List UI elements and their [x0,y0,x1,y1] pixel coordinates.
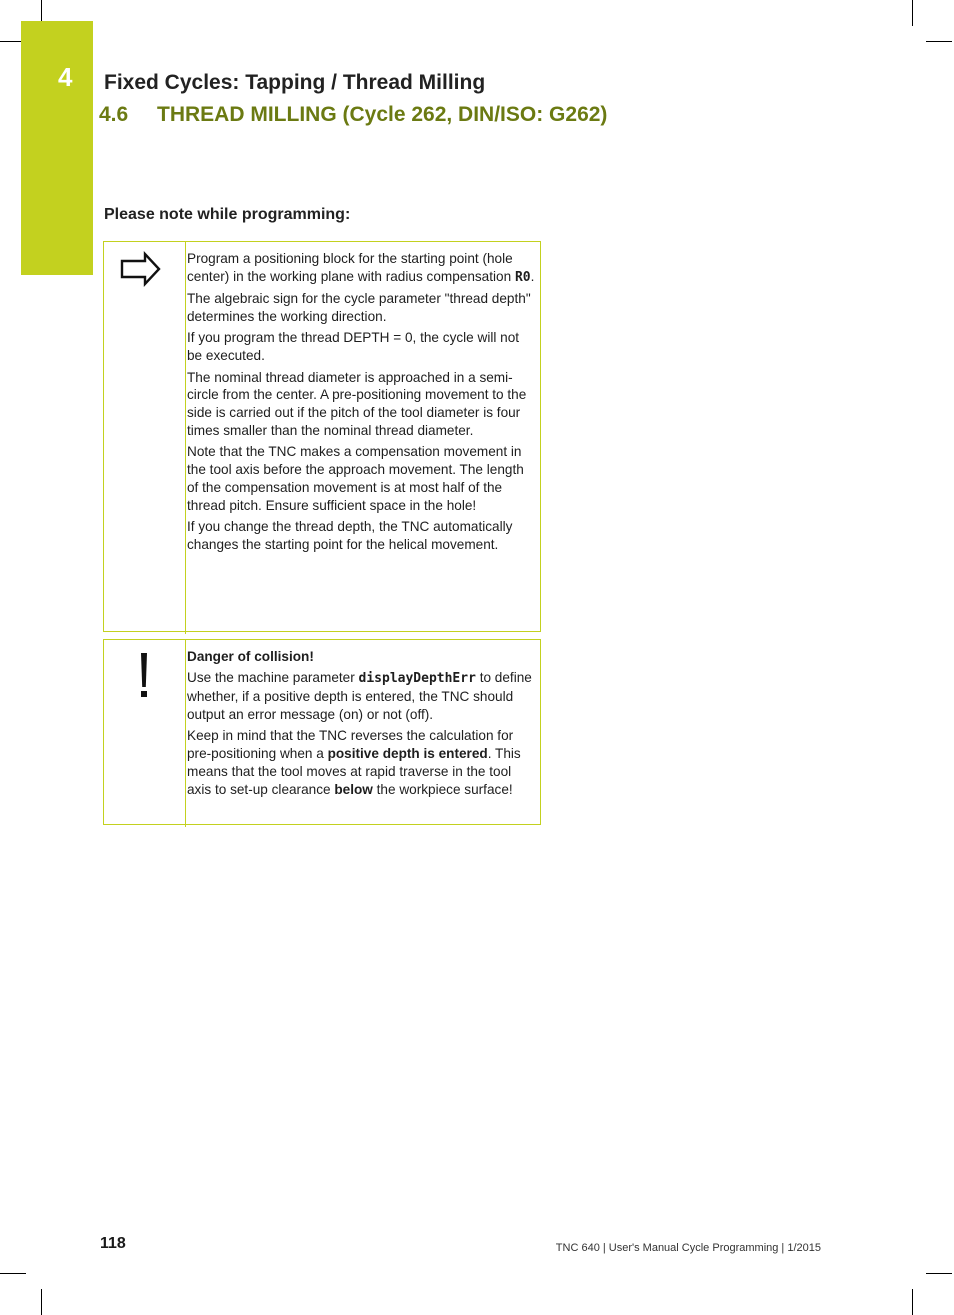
warning-text: Keep in mind that the TNC reverses the calculation for pre-positioning when a [187,728,514,762]
info-paragraph: If you program the thread DEPTH = 0, the cycle will not be executed. [187,330,520,364]
crop-mark [0,1273,26,1274]
exclamation-icon [104,640,185,715]
info-paragraph: The nominal thread diameter is approached in a semi-circle from the center. A pre-positioning movement to the side is carried out if the pitch of the tool diameter is four times smaller than the nominal thread diameter. [187,369,527,438]
info-paragraph: The algebraic sign for the cycle parameter "thread depth" determines the working direction. [187,291,531,324]
code-term: R0 [514,269,531,285]
warning-emphasis: below [334,781,373,797]
info-note-content [187,250,537,557]
section-title [99,103,607,127]
warning-note-content [187,648,537,802]
warning-title [187,648,537,666]
chapter-number: 4 [58,62,73,92]
arrow-right-icon [104,242,185,307]
crop-mark [926,1273,952,1274]
warning-text: . This means that the tool moves at rapid traverse in the tool axis to set-up clearance [187,746,521,797]
crop-mark [912,1289,913,1315]
info-note-box [103,241,541,632]
page-number: 118 [100,1235,126,1252]
section-number: 4.6 [99,103,129,126]
crop-mark [912,0,913,26]
section-title-text: THREAD MILLING (Cycle 262, DIN/ISO: G262) [157,103,608,126]
warning-text: Use the machine parameter [187,670,359,686]
footer-text: TNC 640 | User's Manual Cycle Programming | 1/2015 [555,1242,821,1254]
box-divider [185,640,186,827]
info-text: . [530,268,535,284]
warning-text: to define whether, if a positive depth is entered, the TNC should output an error message (on) or not (off). [187,670,532,722]
warning-paragraph [187,669,537,723]
warning-note-box [103,639,541,825]
info-paragraph: If you change the thread depth, the TNC automatically changes the starting point for the helical movement. [187,519,513,552]
code-term: displayDepthErr [358,671,476,687]
box-divider [185,242,186,634]
crop-mark [41,1289,42,1315]
info-paragraph [187,250,537,287]
warning-text: the workpiece surface! [372,781,513,797]
warning-title-text: Danger of collision! [187,649,314,664]
warning-paragraph [187,727,537,798]
crop-mark [926,41,952,42]
chapter-tab [21,21,93,275]
warning-emphasis: positive depth is entered [327,746,488,762]
info-paragraph: Note that the TNC makes a compensation movement in the tool axis before the approach movement. The length of the compensation movement is at most half of the thread pitch. Ensure sufficient space in the hole! [187,444,524,513]
info-text: Program a positioning block for the starting point (hole center) in the working plane with radius compensation [187,251,515,284]
notes-heading: Please note while programming: [104,206,351,223]
chapter-title: Fixed Cycles: Tapping / Thread Milling [104,71,486,94]
